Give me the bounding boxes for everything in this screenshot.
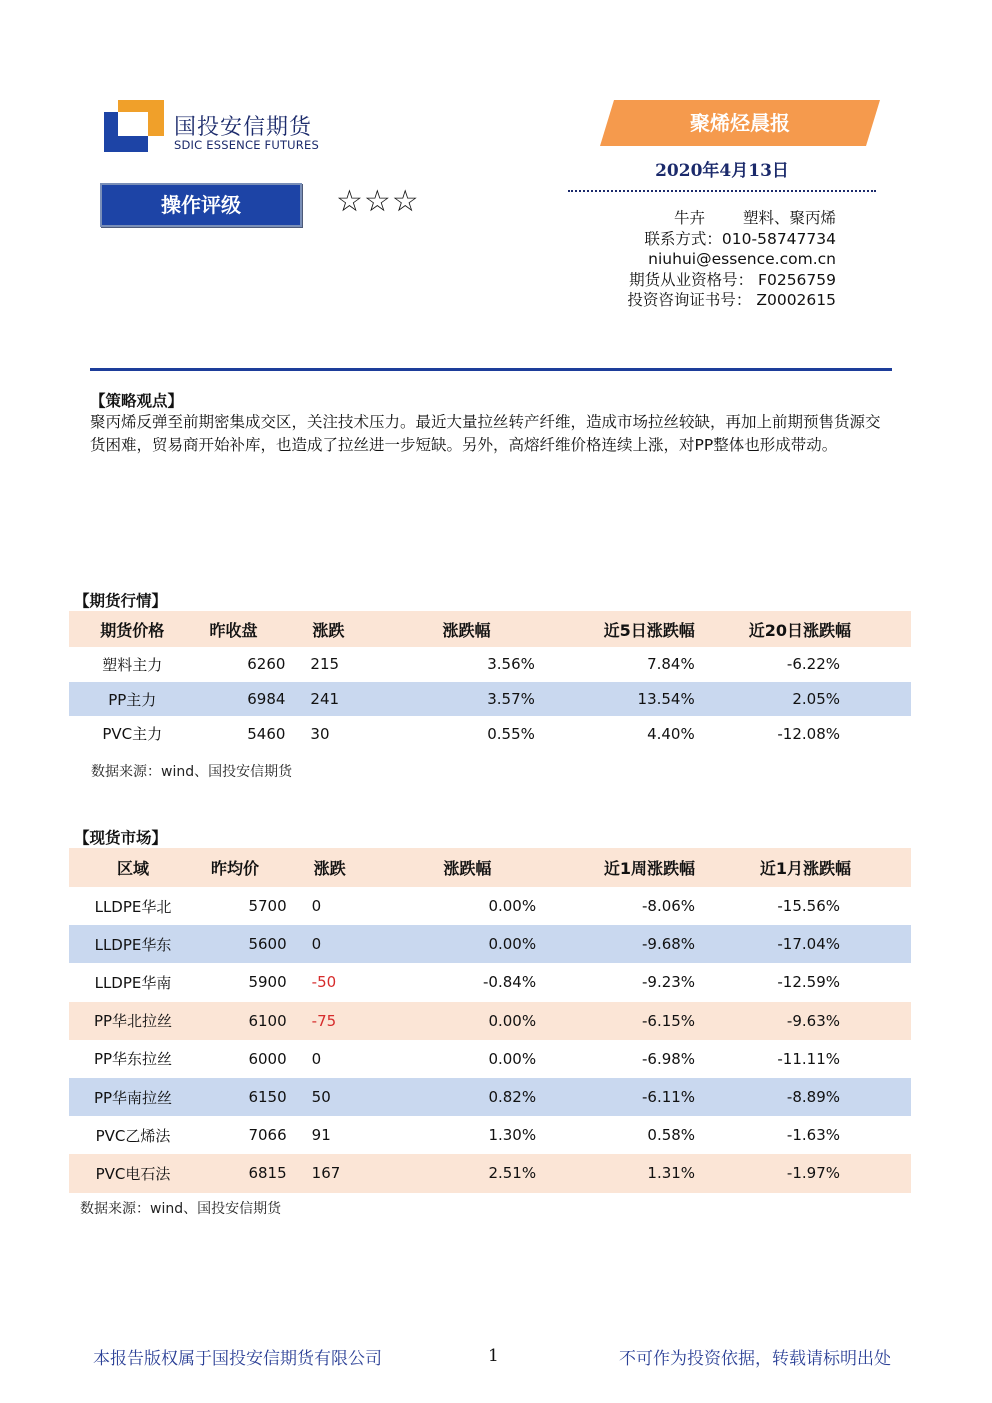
- table-cell: -12.08%: [777, 724, 840, 743]
- table-cell: 13.54%: [637, 690, 695, 709]
- table-cell: LLDPE华北: [94, 897, 172, 916]
- rating-label: 操作评级: [100, 183, 302, 227]
- table-cell: 6984: [247, 690, 286, 709]
- table-cell: PP华东拉丝: [93, 1050, 173, 1069]
- company-name-cn: 国投安信期货: [174, 115, 313, 140]
- table-header: 昨均价: [197, 848, 287, 887]
- table-header: 涨跌幅: [423, 611, 535, 647]
- spot-source: 数据来源：wind、国投安信期货: [80, 1201, 282, 1217]
- table-cell: 30: [310, 724, 330, 743]
- table-cell: 6150: [248, 1088, 287, 1107]
- company-name-en: SDIC ESSENCE FUTURES: [174, 138, 319, 152]
- table-cell: -8.89%: [786, 1088, 840, 1107]
- futures-title: 【期货行情】: [74, 592, 168, 610]
- analyst-futures-license: 期货从业资格号： F0256759: [629, 270, 836, 289]
- table-cell: 0: [311, 897, 322, 916]
- table-cell: -6.22%: [786, 655, 840, 674]
- table-cell: 4.40%: [647, 724, 695, 743]
- table-cell: PP华南拉丝: [93, 1088, 173, 1107]
- table-cell: -17.04%: [777, 935, 840, 954]
- report-date: 2020年4月13日: [655, 161, 789, 181]
- table-cell: 5600: [248, 935, 287, 954]
- table-cell: PP主力: [108, 690, 157, 709]
- table-cell: -9.63%: [786, 1011, 840, 1030]
- table-cell: 2.05%: [792, 690, 840, 709]
- footer-copyright: 本报告版权属于国投安信期货有限公司: [93, 1349, 382, 1369]
- table-cell: -11.11%: [777, 1049, 840, 1068]
- table-cell: 0.00%: [488, 1011, 537, 1030]
- table-cell: 7.84%: [647, 655, 695, 674]
- table-header: 近1周涨跌幅: [536, 848, 695, 887]
- table-header: 涨跌: [285, 611, 422, 647]
- table-cell: PVC主力: [102, 725, 163, 744]
- table-header: 近1月涨跌幅: [695, 848, 911, 887]
- futures-table: [69, 611, 911, 751]
- table-cell: 塑料主力: [102, 655, 163, 674]
- report-title: 聚烯烃晨报: [690, 111, 790, 135]
- table-cell: 6815: [248, 1164, 287, 1183]
- table-cell: 5460: [247, 724, 286, 743]
- footer-disclaimer: 不可作为投资依据，转载请标明出处: [619, 1349, 891, 1369]
- table-cell: 0: [311, 935, 322, 954]
- table-cell: -0.84%: [483, 973, 537, 992]
- table-row: [69, 1078, 911, 1116]
- table-cell: 0.00%: [488, 1049, 537, 1068]
- table-cell: PVC电石法: [95, 1164, 171, 1183]
- table-cell: 0.00%: [488, 935, 537, 954]
- table-cell: -9.68%: [641, 935, 696, 954]
- table-cell: -1.97%: [786, 1164, 840, 1183]
- analyst-info: [560, 208, 836, 311]
- table-cell: 1.31%: [647, 1164, 696, 1183]
- section-divider: [90, 368, 892, 371]
- table-cell: LLDPE华南: [94, 973, 172, 992]
- rating-stars: ☆☆☆: [336, 184, 420, 219]
- table-row: [69, 1002, 911, 1040]
- table-cell: 0.00%: [488, 897, 537, 916]
- table-row: [69, 925, 911, 963]
- dotted-divider: [568, 190, 876, 192]
- table-cell: 6100: [248, 1011, 287, 1030]
- spot-table: [69, 848, 911, 1193]
- analyst-email: niuhui@essence.com.cn: [648, 250, 836, 268]
- table-cell: 6000: [248, 1049, 287, 1068]
- table-row: [69, 1116, 911, 1154]
- table-cell: -50: [311, 973, 337, 992]
- table-cell: 3.57%: [487, 690, 535, 709]
- futures-source: 数据来源：wind、国投安信期货: [91, 764, 293, 780]
- table-cell: 215: [310, 655, 340, 674]
- table-cell: -8.06%: [641, 897, 696, 916]
- table-row: [69, 682, 911, 717]
- table-cell: 5900: [248, 973, 287, 992]
- table-row: [69, 647, 911, 682]
- table-cell: 7066: [248, 1126, 287, 1145]
- table-cell: 3.56%: [487, 655, 535, 674]
- strategy-title: 【策略观点】: [90, 392, 184, 410]
- company-logo-icon: [104, 100, 164, 152]
- table-cell: 50: [311, 1088, 331, 1107]
- table-header: 涨跌幅: [423, 848, 536, 887]
- table-cell: 167: [311, 1164, 341, 1183]
- page-number: 1: [488, 1346, 499, 1366]
- table-cell: PVC乙烯法: [95, 1126, 171, 1145]
- table-row: [69, 716, 911, 751]
- analyst-name: 牛卉: [673, 209, 705, 227]
- table-cell: -6.98%: [641, 1049, 696, 1068]
- table-header: 期货价格: [69, 611, 196, 647]
- table-row: [69, 1154, 911, 1192]
- table-cell: 1.30%: [488, 1126, 537, 1145]
- table-cell: 0.58%: [647, 1126, 696, 1145]
- table-cell: -75: [311, 1011, 337, 1030]
- table-header: 涨跌: [287, 848, 424, 887]
- analyst-advisory-license: 投资咨询证书号： Z0002615: [627, 291, 836, 309]
- analyst-contact: 联系方式：010-58747734: [644, 229, 836, 248]
- table-cell: -6.11%: [641, 1088, 696, 1107]
- table-cell: PP华北拉丝: [93, 1012, 173, 1031]
- table-cell: LLDPE华东: [94, 935, 172, 954]
- table-cell: 91: [311, 1126, 331, 1145]
- table-cell: 6260: [247, 655, 286, 674]
- table-header: 近5日涨跌幅: [535, 611, 695, 647]
- table-row: [69, 963, 911, 1001]
- table-row: [69, 1040, 911, 1078]
- table-cell: 2.51%: [488, 1164, 537, 1183]
- table-cell: 0.82%: [488, 1088, 537, 1107]
- table-cell: -9.23%: [641, 973, 696, 992]
- table-header: 近20日涨跌幅: [695, 611, 911, 647]
- table-cell: -6.15%: [641, 1011, 696, 1030]
- table-cell: 0.55%: [487, 724, 535, 743]
- table-header-row: [69, 848, 911, 887]
- table-header-row: [69, 611, 911, 647]
- strategy-text: 聚丙烯反弹至前期密集成交区，关注技术压力。最近大量拉丝转产纤维，造成市场拉丝较缺，再加上前期预售货源交货困难，贸易商开始补库，也造成了拉丝进一步短缺。另外，高熔纤维价格连续上涨，对PP整体也形成带动。: [90, 413, 881, 454]
- table-header: 昨收盘: [196, 611, 286, 647]
- table-cell: -1.63%: [786, 1126, 840, 1145]
- table-cell: 0: [311, 1049, 322, 1068]
- analyst-coverage: 塑料、聚丙烯: [742, 209, 836, 227]
- table-cell: 241: [310, 690, 340, 709]
- table-cell: -12.59%: [777, 973, 840, 992]
- table-cell: 5700: [248, 897, 287, 916]
- table-cell: -15.56%: [777, 897, 840, 916]
- spot-title: 【现货市场】: [74, 829, 168, 847]
- table-header: 区域: [69, 848, 197, 887]
- table-row: [69, 887, 911, 925]
